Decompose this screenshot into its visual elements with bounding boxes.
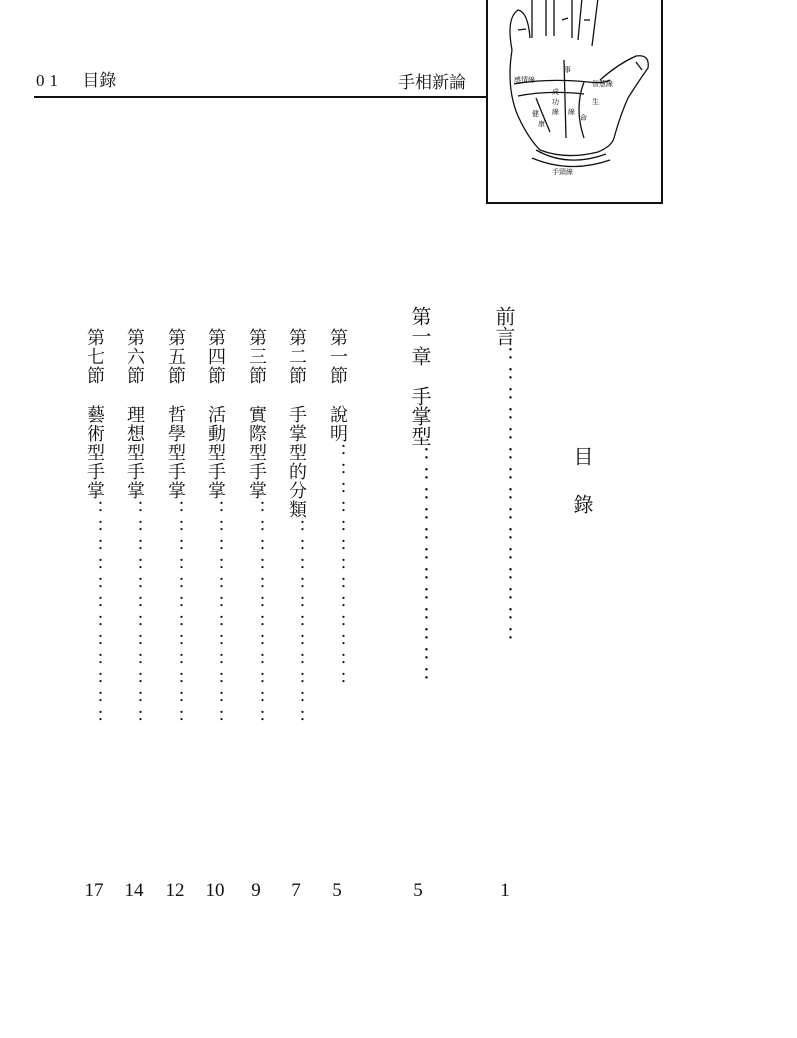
- section-label: 第二節: [286, 328, 307, 385]
- toc-entry-section: [125, 328, 143, 728]
- toc-title: 目錄: [570, 446, 594, 542]
- section-title: 實際型手掌: [246, 405, 267, 500]
- palm-label: 線: [568, 108, 575, 116]
- palm-label: 命: [580, 114, 587, 122]
- section-label: 第三節: [246, 328, 267, 385]
- page-header: [36, 66, 116, 91]
- chapter-label: 第一章: [408, 306, 432, 366]
- leader-dots: ：：：：：：：：：：：：: [124, 500, 145, 728]
- toc-entry-section: [328, 328, 346, 690]
- palm-label: 感情線: [514, 76, 535, 84]
- palm-label: 成: [552, 88, 559, 96]
- page-ref-section: 5: [332, 880, 342, 901]
- toc-entry-section: [166, 328, 184, 728]
- palm-label: 智慧線: [592, 80, 613, 88]
- palm-label: 健: [532, 110, 539, 118]
- section-title: 活動型手掌: [205, 405, 226, 500]
- page-ref-section: 17: [84, 880, 104, 901]
- section-label: 第六節: [124, 328, 145, 385]
- leader-dots: ：：：：：：：：：：：：: [205, 500, 226, 728]
- palm-label: 線: [552, 108, 559, 116]
- palm-label: 生: [592, 98, 599, 106]
- header-section-title: 目錄: [82, 71, 117, 91]
- page-ref-section: 7: [291, 880, 301, 901]
- section-title: 說明: [327, 405, 348, 443]
- page-ref-preface: 1: [500, 880, 510, 901]
- leader-dots: ：：：：：：：：：：：：: [408, 446, 432, 686]
- toc-entry-section: [247, 328, 265, 728]
- page-ref-section: 10: [205, 880, 225, 901]
- palm-label: 康: [538, 120, 545, 128]
- section-label: 第七節: [84, 328, 105, 385]
- leader-dots: ：：：：：：：：：：：：: [246, 500, 267, 728]
- toc-entry-section: [206, 328, 224, 728]
- page-ref-section: 9: [251, 880, 261, 901]
- palm-label: 事: [564, 66, 571, 74]
- page-number: 01: [36, 71, 63, 90]
- section-label: 第一節: [327, 328, 348, 385]
- toc-entry-section: [287, 328, 305, 728]
- header-rule: [34, 96, 486, 98]
- palm-label: 功: [552, 98, 559, 106]
- leader-dots: ：：：：：：：：：：：：：：：: [492, 346, 516, 646]
- section-title: 手掌型的分類: [286, 405, 307, 519]
- page-ref-chapter: 5: [413, 880, 423, 901]
- palm-label: 手頸線: [552, 168, 573, 176]
- toc-entry-preface: [494, 306, 514, 646]
- preface-title: 前言: [492, 306, 516, 346]
- chapter-title: 手掌型: [408, 386, 432, 446]
- section-label: 第五節: [165, 328, 186, 385]
- section-label: 第四節: [205, 328, 226, 385]
- book-title: 手相新論: [398, 73, 466, 93]
- palm-drawing: [488, 0, 661, 202]
- leader-dots: ：：：：：：：：：：：：：: [327, 443, 348, 690]
- page-ref-section: 12: [165, 880, 185, 901]
- page-ref-section: 14: [124, 880, 144, 901]
- leader-dots: ：：：：：：：：：：：：: [165, 500, 186, 728]
- leader-dots: ：：：：：：：：：：：：: [84, 500, 105, 728]
- palm-illustration: [486, 0, 663, 204]
- toc-entry-chapter: [410, 306, 430, 686]
- toc-entry-section: [85, 328, 103, 728]
- section-title: 哲學型手掌: [165, 405, 186, 500]
- leader-dots: ：：：：：：：：：：：: [286, 519, 307, 728]
- section-title: 藝術型手掌: [84, 405, 105, 500]
- section-title: 理想型手掌: [124, 405, 145, 500]
